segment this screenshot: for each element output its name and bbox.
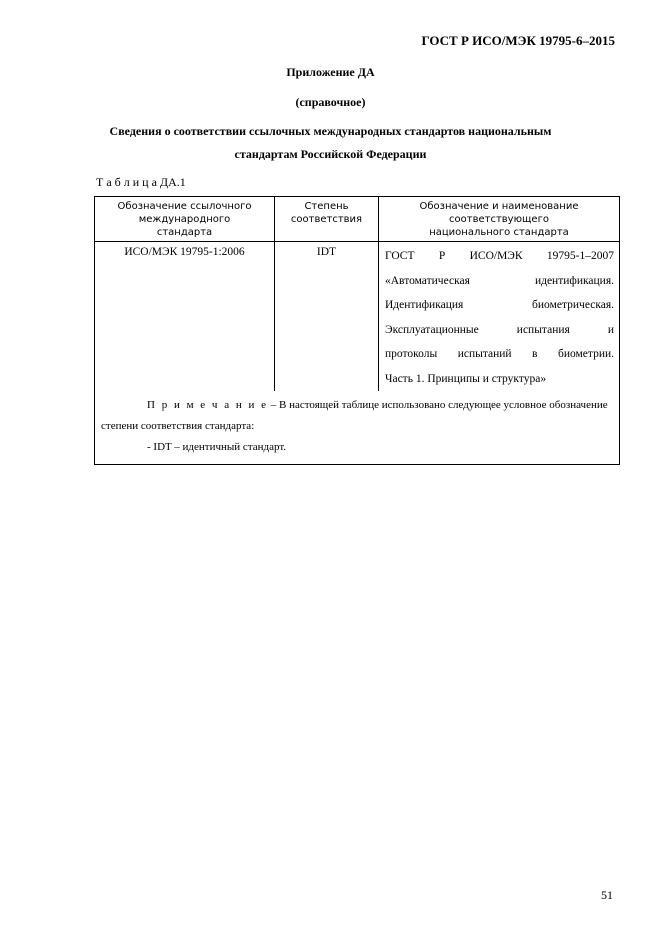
header-text: национального стандарта [429, 227, 569, 238]
header-degree [275, 197, 379, 242]
header-text: Обозначение ссылочного [117, 201, 252, 212]
cell-national-standard [379, 242, 620, 392]
header-text: Степень [304, 201, 349, 212]
table-note [95, 391, 620, 465]
national-standard-line: протоколы испытаний в биометрии. [385, 348, 614, 360]
table-header-row [95, 197, 620, 242]
correspondence-table [94, 196, 619, 465]
appendix-title: Приложение ДА [286, 65, 375, 79]
note-label: П р и м е ч а н и е [147, 399, 268, 411]
national-standard-line: ГОСТ Р ИСО/МЭК 19795-1–2007 [385, 250, 614, 262]
table [94, 196, 620, 465]
header-national-standard [379, 197, 620, 242]
cell-degree: IDT [275, 242, 379, 392]
national-standard-line: Эксплуатационные испытания и [385, 323, 614, 336]
national-standard-line: Идентификация биометрическая. [385, 299, 614, 311]
table-caption: Т а б л и ц а ДА.1 [96, 175, 186, 189]
note-line: - IDT – идентичный стандарт. [147, 441, 287, 453]
appendix-heading-line1: Сведения о соответствии ссылочных международных стандартов национальным [109, 124, 552, 138]
appendix-heading-line2: стандартам Российской Федерации [234, 147, 427, 161]
cell-intl-standard: ИСО/МЭК 19795-1:2006 [95, 242, 275, 392]
note-text: – В настоящей таблице использовано следующее условное обозначение [268, 399, 608, 411]
note-line [101, 395, 613, 416]
national-standard-line: Часть 1. Принципы и структура» [385, 372, 547, 385]
header-text: Обозначение и наименование [419, 201, 579, 212]
table-row [95, 242, 620, 392]
note-line: степени соответствия стандарта: [101, 420, 255, 432]
header-text: соответствия [290, 214, 363, 225]
appendix-type: (справочное) [295, 95, 366, 109]
header-text: международного [138, 214, 231, 225]
document-code: ГОСТ Р ИСО/МЭК 19795-6–2015 [421, 33, 615, 48]
national-standard-line: «Автоматическая идентификация. [385, 274, 614, 287]
table-note-row [95, 391, 620, 465]
page-number: 51 [601, 888, 613, 902]
header-intl-standard [95, 197, 275, 242]
header-text: соответствующего [449, 214, 549, 225]
header-text: стандарта [156, 227, 213, 238]
